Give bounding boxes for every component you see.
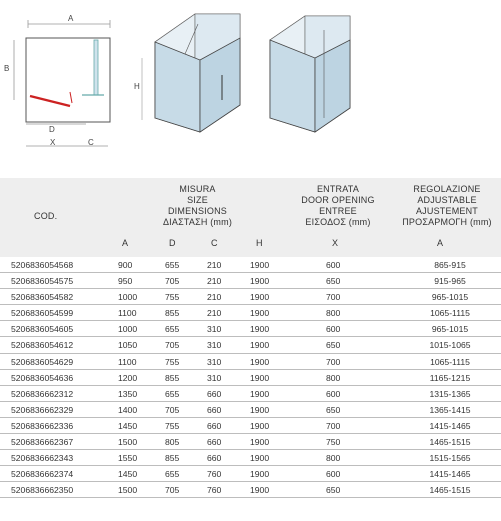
cell-c: 210 — [207, 260, 222, 270]
cell-x: 650 — [326, 340, 341, 351]
cell-x: 800 — [326, 453, 341, 464]
cell-c: 660 — [207, 453, 222, 464]
product-diagrams — [0, 0, 501, 178]
cell-x: 600 — [326, 260, 341, 270]
header-col-h: H — [256, 238, 263, 248]
cell-x: 600 — [326, 388, 341, 399]
header-entrata-line-1: ENTRATA — [316, 184, 360, 194]
cell-a: 1500 — [118, 437, 138, 448]
cell-h: 1900 — [250, 437, 270, 448]
cell-h: 1900 — [250, 469, 270, 480]
cell-h: 1900 — [250, 356, 270, 367]
table-row — [0, 482, 501, 498]
cell-h: 1900 — [250, 340, 270, 351]
cell-c: 210 — [207, 292, 222, 303]
cell-h: 1900 — [250, 388, 270, 399]
cell-h: 1900 — [250, 308, 270, 319]
cell-code: 5206836662312 — [11, 388, 74, 399]
cell-x: 650 — [326, 276, 341, 287]
cell-x: 700 — [326, 420, 341, 431]
cell-a: 1000 — [118, 292, 138, 303]
table-body — [0, 257, 501, 498]
cell-d: 705 — [165, 404, 180, 415]
table-header — [0, 178, 501, 257]
cell-code: 5206836054599 — [11, 308, 74, 319]
header-misura-line-3: DIMENSIONS — [167, 206, 227, 216]
cell-x: 650 — [326, 485, 341, 496]
dimension-label-a: A — [68, 14, 74, 23]
plan-view-diagram — [0, 0, 130, 160]
cell-adjustable: 915-965 — [434, 276, 466, 287]
cell-d: 855 — [165, 308, 180, 319]
cell-c: 210 — [207, 308, 222, 319]
table-row — [0, 370, 501, 386]
cell-a: 1400 — [118, 404, 138, 415]
cell-x: 600 — [326, 469, 341, 480]
table-row — [0, 466, 501, 482]
cell-d: 755 — [165, 292, 180, 303]
cell-code: 5206836054575 — [11, 276, 74, 287]
table-row — [0, 305, 501, 321]
cell-d: 855 — [165, 372, 180, 383]
table-row — [0, 337, 501, 353]
cell-c: 310 — [207, 324, 222, 335]
cell-c: 310 — [207, 356, 222, 367]
header-regolazione-line-1: REGOLAZIONE — [413, 184, 481, 194]
header-regolazione-line-4: ΠΡΟΣΑΡΜΟΓΗ (mm) — [402, 217, 492, 227]
dimension-label-b: B — [4, 64, 10, 73]
cell-h: 1900 — [250, 404, 270, 415]
cell-code: 5206836662367 — [11, 437, 74, 448]
cell-x: 650 — [326, 404, 341, 415]
cell-code: 5206836054582 — [11, 292, 74, 303]
cell-c: 760 — [207, 469, 222, 480]
cell-d: 655 — [165, 260, 180, 270]
cell-d: 805 — [165, 437, 180, 448]
cell-h: 1900 — [250, 292, 270, 303]
cell-adjustable: 1365-1415 — [429, 404, 471, 415]
cell-x: 800 — [326, 308, 341, 319]
table-row — [0, 257, 501, 273]
table-row — [0, 418, 501, 434]
table-row — [0, 354, 501, 370]
cell-code: 5206836662329 — [11, 404, 74, 415]
cell-adjustable: 965-1015 — [431, 324, 469, 335]
cell-x: 700 — [326, 292, 341, 303]
cell-a: 1550 — [118, 453, 138, 464]
header-misura-line-2: SIZE — [187, 195, 208, 205]
cell-c: 660 — [207, 420, 222, 431]
perspective-view-1 — [140, 0, 260, 150]
cell-a: 1350 — [118, 388, 138, 399]
cell-adjustable: 965-1015 — [431, 292, 469, 303]
cell-c: 310 — [207, 372, 222, 383]
cell-adjustable: 1415-1465 — [429, 420, 471, 431]
cell-adjustable: 1165-1215 — [429, 372, 471, 383]
cell-a: 1100 — [118, 356, 137, 367]
cell-c: 660 — [207, 404, 222, 415]
cell-x: 750 — [326, 437, 341, 448]
cell-code: 5206836662350 — [11, 485, 74, 496]
cell-code: 5206836662343 — [11, 453, 74, 464]
cell-a: 1500 — [118, 485, 138, 496]
dimension-label-c: C — [88, 138, 94, 147]
cell-d: 655 — [165, 469, 180, 480]
cell-adjustable: 1465-1515 — [429, 485, 471, 496]
table-row — [0, 289, 501, 305]
header-col-a: A — [122, 238, 129, 248]
header-entrata-line-3: ENTREE — [319, 206, 357, 216]
cell-code: 5206836054629 — [11, 356, 74, 367]
cell-h: 1900 — [250, 453, 270, 464]
cell-d: 705 — [165, 340, 180, 351]
header-cod: COD. — [34, 211, 58, 221]
cell-a: 1100 — [118, 308, 137, 319]
header-col-adj: A — [437, 238, 444, 248]
header-misura-line-4: ΔΙΑΣΤΑΣΗ (mm) — [162, 217, 233, 227]
cell-adjustable: 1065-1115 — [430, 356, 470, 367]
cell-adjustable: 1515-1565 — [429, 453, 471, 464]
cell-x: 700 — [326, 356, 341, 367]
cell-d: 855 — [165, 453, 180, 464]
cell-code: 5206836054605 — [11, 324, 74, 335]
cell-c: 210 — [207, 276, 222, 287]
cell-adjustable: 1415-1465 — [429, 469, 471, 480]
cell-c: 310 — [207, 340, 222, 351]
cell-h: 1900 — [250, 485, 270, 496]
table-row — [0, 386, 501, 402]
header-regolazione — [394, 184, 500, 228]
header-col-x: X — [332, 238, 339, 248]
cell-h: 1900 — [250, 260, 270, 270]
dimension-label-x: X — [50, 138, 56, 147]
cell-h: 1900 — [250, 372, 270, 383]
cell-a: 1000 — [118, 324, 138, 335]
cell-a: 1450 — [118, 469, 138, 480]
cell-a: 1200 — [118, 372, 138, 383]
header-regolazione-line-2: ADJUSTABLE — [417, 195, 477, 205]
dimension-label-d: D — [49, 125, 55, 134]
cell-d: 705 — [165, 485, 180, 496]
cell-x: 600 — [326, 324, 341, 335]
cell-d: 655 — [165, 388, 180, 399]
cell-a: 1450 — [118, 420, 138, 431]
header-regolazione-line-3: AJUSTEMENT — [415, 206, 478, 216]
table-row — [0, 321, 501, 337]
cell-code: 5206836054612 — [11, 340, 74, 351]
cell-c: 760 — [207, 485, 222, 496]
cell-h: 1900 — [250, 420, 270, 431]
cell-adjustable: 1315-1365 — [429, 388, 471, 399]
header-misura — [145, 184, 250, 228]
cell-code: 5206836054568 — [11, 260, 74, 270]
header-misura-line-1: MISURA — [179, 184, 216, 194]
table-row — [0, 450, 501, 466]
cell-code: 5206836662336 — [11, 420, 74, 431]
dimension-label-h: H — [134, 82, 140, 91]
header-entrata — [293, 184, 383, 228]
header-col-c: C — [211, 238, 218, 248]
cell-h: 1900 — [250, 324, 270, 335]
cell-code: 5206836054636 — [11, 372, 74, 383]
table-row — [0, 402, 501, 418]
cell-x: 800 — [326, 372, 341, 383]
perspective-view-2 — [260, 0, 370, 150]
table-row — [0, 273, 501, 289]
cell-adjustable: 865-915 — [434, 260, 466, 270]
cell-adjustable: 1465-1515 — [429, 437, 471, 448]
table-row — [0, 434, 501, 450]
header-entrata-line-2: DOOR OPENING — [301, 195, 375, 205]
cell-a: 900 — [118, 260, 133, 270]
cell-a: 1050 — [118, 340, 138, 351]
cell-adjustable: 1065-1115 — [430, 308, 470, 319]
header-col-d: D — [169, 238, 176, 248]
cell-c: 660 — [207, 388, 222, 399]
cell-code: 5206836662374 — [11, 469, 74, 480]
cell-d: 655 — [165, 324, 180, 335]
cell-a: 950 — [118, 276, 133, 287]
cell-h: 1900 — [250, 276, 270, 287]
cell-d: 755 — [165, 356, 180, 367]
cell-adjustable: 1015-1065 — [429, 340, 471, 351]
cell-c: 660 — [207, 437, 222, 448]
cell-d: 705 — [165, 276, 180, 287]
header-entrata-line-4: ΕΙΣΟΔΟΣ (mm) — [305, 217, 371, 227]
cell-d: 755 — [165, 420, 180, 431]
